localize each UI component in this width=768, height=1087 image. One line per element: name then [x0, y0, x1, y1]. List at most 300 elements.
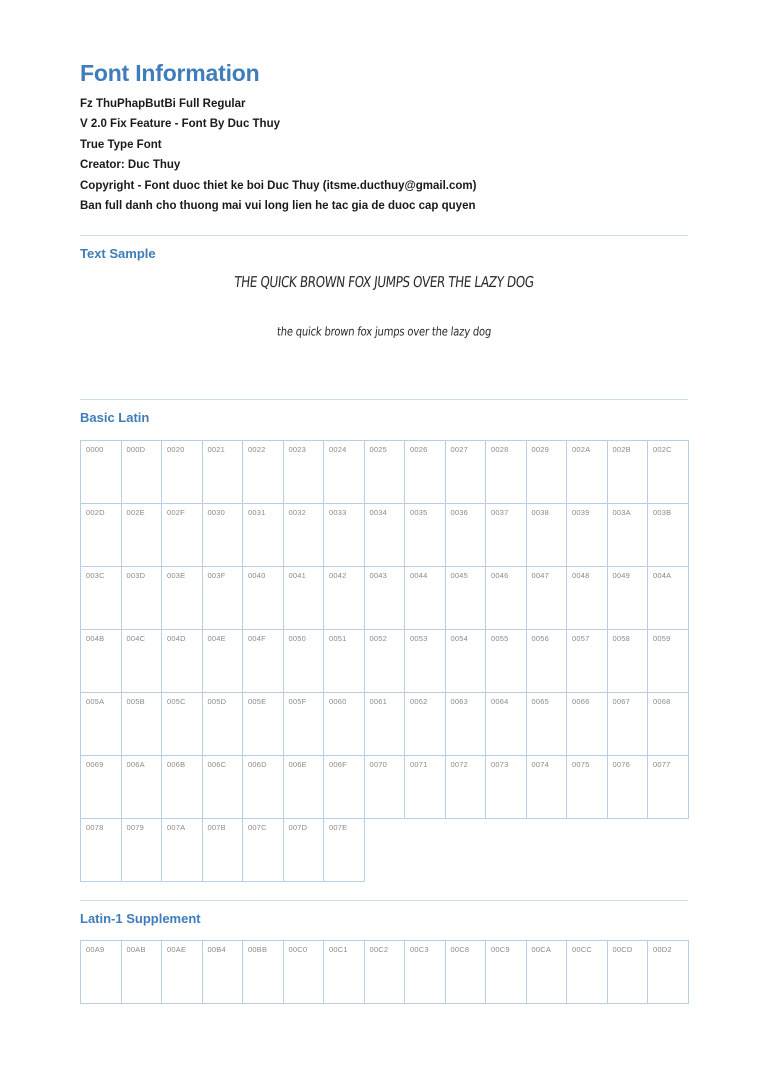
glyph-cell[interactable] — [121, 941, 162, 1004]
glyph-cell[interactable] — [648, 692, 689, 755]
font-version-line: V 2.0 Fix Feature - Font By Duc Thuy — [80, 118, 281, 131]
glyph-preview — [248, 653, 283, 673]
glyph-preview — [370, 779, 405, 799]
glyph-cell[interactable] — [445, 755, 486, 818]
glyph-preview — [86, 653, 121, 673]
glyph-cell[interactable] — [364, 941, 405, 1004]
glyph-cell[interactable] — [243, 566, 284, 629]
glyph-preview — [491, 653, 526, 673]
glyph-code-label: 0065 — [531, 696, 549, 706]
glyph-cell[interactable] — [81, 755, 122, 818]
glyph-cell[interactable] — [648, 629, 689, 692]
glyph-cell[interactable] — [202, 941, 243, 1004]
glyph-cell[interactable] — [526, 692, 567, 755]
glyph-cell[interactable] — [486, 755, 527, 818]
glyph-code-label: 0033 — [329, 507, 347, 517]
glyph-code-label: 0040 — [248, 570, 266, 580]
glyph-preview — [613, 965, 648, 985]
glyph-cell[interactable] — [567, 629, 608, 692]
glyph-preview — [370, 716, 405, 736]
glyph-code-label: 006C — [207, 759, 227, 769]
glyph-cell[interactable] — [445, 440, 486, 503]
glyph-cell[interactable] — [445, 503, 486, 566]
glyph-row — [81, 818, 689, 881]
glyph-preview — [329, 779, 364, 799]
glyph-code-label: 0050 — [288, 633, 306, 643]
glyph-code-label: 0075 — [572, 759, 590, 769]
glyph-preview — [653, 965, 688, 985]
glyph-preview — [248, 779, 283, 799]
glyph-cell[interactable] — [283, 440, 324, 503]
glyph-code-label: 0034 — [369, 507, 387, 517]
glyph-preview — [572, 779, 607, 799]
glyph-preview — [491, 590, 526, 610]
glyph-code-label: 00C2 — [369, 945, 389, 955]
glyph-cell[interactable] — [162, 692, 203, 755]
glyph-preview — [86, 527, 121, 547]
glyph-code-label: 0029 — [531, 444, 549, 454]
glyph-code-label: 0052 — [369, 633, 387, 643]
glyph-cell[interactable] — [243, 440, 284, 503]
glyph-cell[interactable] — [607, 941, 648, 1004]
glyph-cell[interactable] — [486, 440, 527, 503]
glyph-code-label: 005B — [126, 696, 145, 706]
glyph-code-label: 002F — [167, 507, 185, 517]
glyph-code-label: 0069 — [86, 759, 104, 769]
glyph-preview — [410, 464, 445, 484]
glyph-preview — [127, 464, 162, 484]
glyph-code-label: 006F — [329, 759, 347, 769]
latin1-supplement-table-body — [81, 941, 689, 1004]
glyph-cell[interactable] — [526, 566, 567, 629]
glyph-code-label: 0026 — [410, 444, 428, 454]
glyph-code-label: 0045 — [450, 570, 468, 580]
glyph-cell[interactable] — [162, 941, 203, 1004]
glyph-row — [81, 629, 689, 692]
font-information-block — [80, 0, 688, 217]
glyph-cell[interactable] — [567, 755, 608, 818]
glyph-preview — [329, 716, 364, 736]
glyph-preview — [127, 590, 162, 610]
glyph-cell[interactable] — [526, 440, 567, 503]
glyph-preview — [572, 464, 607, 484]
glyph-preview — [532, 464, 567, 484]
glyph-cell[interactable] — [243, 755, 284, 818]
glyph-cell[interactable] — [445, 566, 486, 629]
glyph-cell[interactable] — [607, 629, 648, 692]
glyph-preview — [613, 590, 648, 610]
glyph-cell[interactable] — [405, 692, 446, 755]
glyph-cell[interactable] — [445, 629, 486, 692]
glyph-code-label: 0066 — [572, 696, 590, 706]
glyph-cell[interactable] — [243, 818, 284, 881]
glyph-code-label: 0039 — [572, 507, 590, 517]
glyph-cell[interactable] — [162, 629, 203, 692]
glyph-code-label: 0057 — [572, 633, 590, 643]
basic-latin-table-body — [81, 440, 689, 881]
glyph-cell[interactable] — [405, 941, 446, 1004]
glyph-cell[interactable] — [81, 503, 122, 566]
glyph-preview — [127, 716, 162, 736]
glyph-cell[interactable] — [607, 692, 648, 755]
glyph-preview — [370, 965, 405, 985]
glyph-code-label: 0076 — [612, 759, 630, 769]
uppercase-sample-text: THE QUICK BROWN FOX JUMPS OVER THE LAZY DOG — [233, 273, 535, 291]
text-sample-section — [80, 235, 688, 382]
glyph-code-label: 00C1 — [329, 945, 348, 955]
glyph-cell[interactable] — [526, 503, 567, 566]
glyph-cell[interactable] — [283, 566, 324, 629]
glyph-preview — [248, 464, 283, 484]
glyph-cell[interactable] — [121, 440, 162, 503]
section-divider — [80, 900, 688, 901]
glyph-preview — [410, 716, 445, 736]
glyph-code-label: 0037 — [491, 507, 509, 517]
glyph-cell[interactable] — [445, 692, 486, 755]
glyph-code-label: 003C — [86, 570, 105, 580]
glyph-preview — [86, 842, 121, 862]
glyph-cell[interactable] — [324, 440, 365, 503]
glyph-preview — [167, 527, 202, 547]
glyph-cell[interactable] — [121, 629, 162, 692]
glyph-preview — [167, 590, 202, 610]
glyph-preview — [248, 842, 283, 862]
glyph-preview — [410, 590, 445, 610]
glyph-cell[interactable] — [324, 692, 365, 755]
glyph-preview — [289, 716, 324, 736]
glyph-preview — [532, 779, 567, 799]
glyph-preview — [653, 653, 688, 673]
glyph-code-label: 004A — [653, 570, 672, 580]
glyph-preview — [451, 965, 486, 985]
glyph-cell[interactable] — [324, 941, 365, 1004]
glyph-code-label: 0078 — [86, 822, 104, 832]
glyph-code-label: 00A9 — [86, 945, 105, 955]
glyph-cell[interactable] — [648, 755, 689, 818]
glyph-code-label: 005D — [207, 696, 227, 706]
glyph-code-label: 0044 — [410, 570, 428, 580]
glyph-code-label: 00AB — [126, 945, 146, 955]
glyph-code-label: 007D — [288, 822, 308, 832]
glyph-preview — [410, 965, 445, 985]
glyph-preview — [208, 590, 243, 610]
glyph-cell[interactable] — [364, 440, 405, 503]
glyph-cell[interactable] — [162, 755, 203, 818]
glyph-cell[interactable] — [648, 440, 689, 503]
glyph-preview — [370, 527, 405, 547]
glyph-cell[interactable] — [162, 818, 203, 881]
glyph-preview — [410, 527, 445, 547]
glyph-preview — [653, 779, 688, 799]
glyph-preview — [572, 653, 607, 673]
glyph-code-label: 0027 — [450, 444, 468, 454]
glyph-cell[interactable] — [607, 755, 648, 818]
glyph-code-label: 0043 — [369, 570, 387, 580]
glyph-cell[interactable] — [324, 566, 365, 629]
glyph-cell[interactable] — [486, 692, 527, 755]
glyph-preview — [86, 464, 121, 484]
glyph-code-label: 004D — [167, 633, 186, 643]
glyph-cell[interactable] — [121, 692, 162, 755]
glyph-cell[interactable] — [324, 629, 365, 692]
glyph-preview — [127, 842, 162, 862]
glyph-code-label: 0063 — [450, 696, 468, 706]
text-sample-area — [80, 275, 688, 381]
glyph-code-label: 00D2 — [653, 945, 672, 955]
glyph-cell[interactable] — [202, 629, 243, 692]
glyph-preview — [613, 716, 648, 736]
glyph-code-label: 00CC — [572, 945, 592, 955]
glyph-cell[interactable] — [324, 755, 365, 818]
glyph-code-label: 002D — [86, 507, 105, 517]
glyph-cell[interactable] — [283, 755, 324, 818]
glyph-code-label: 0036 — [450, 507, 468, 517]
glyph-cell[interactable] — [202, 566, 243, 629]
glyph-code-label: 0032 — [288, 507, 306, 517]
glyph-preview — [491, 527, 526, 547]
glyph-preview — [370, 464, 405, 484]
glyph-code-label: 0022 — [248, 444, 266, 454]
glyph-preview — [289, 464, 324, 484]
glyph-cell[interactable] — [202, 818, 243, 881]
glyph-cell[interactable] — [283, 503, 324, 566]
glyph-code-label: 0058 — [612, 633, 630, 643]
glyph-preview — [329, 590, 364, 610]
glyph-cell[interactable] — [81, 692, 122, 755]
glyph-cell[interactable] — [324, 503, 365, 566]
glyph-code-label: 0025 — [369, 444, 387, 454]
glyph-code-label: 0070 — [369, 759, 387, 769]
glyph-code-label: 002A — [572, 444, 591, 454]
glyph-cell[interactable] — [364, 629, 405, 692]
glyph-cell[interactable] — [607, 440, 648, 503]
basic-latin-glyph-table — [80, 440, 689, 882]
glyph-code-label: 0060 — [329, 696, 347, 706]
glyph-code-label: 0035 — [410, 507, 428, 517]
glyph-preview — [208, 842, 243, 862]
glyph-preview — [572, 965, 607, 985]
glyph-code-label: 006A — [126, 759, 145, 769]
glyph-code-label: 0048 — [572, 570, 590, 580]
glyph-cell[interactable] — [202, 440, 243, 503]
glyph-cell[interactable] — [405, 503, 446, 566]
glyph-cell[interactable] — [405, 440, 446, 503]
basic-latin-heading: Basic Latin — [80, 410, 150, 426]
glyph-code-label: 00CD — [612, 945, 633, 955]
font-type-line: True Type Font — [80, 138, 162, 151]
glyph-preview — [532, 965, 567, 985]
latin1-supplement-glyph-table — [80, 940, 689, 1004]
glyph-cell[interactable] — [405, 629, 446, 692]
glyph-cell[interactable] — [81, 818, 122, 881]
glyph-code-label: 004E — [207, 633, 226, 643]
glyph-cell[interactable] — [243, 629, 284, 692]
glyph-cell[interactable] — [283, 692, 324, 755]
glyph-cell[interactable] — [405, 566, 446, 629]
glyph-cell[interactable] — [121, 818, 162, 881]
glyph-cell[interactable] — [121, 566, 162, 629]
glyph-preview — [653, 464, 688, 484]
glyph-cell[interactable] — [202, 692, 243, 755]
glyph-preview — [86, 716, 121, 736]
lowercase-sample-text: the quick brown fox jumps over the lazy dog — [276, 326, 492, 340]
glyph-cell[interactable] — [648, 503, 689, 566]
glyph-preview — [86, 590, 121, 610]
glyph-preview — [613, 653, 648, 673]
font-name-line: Fz ThuPhapButBi Full Regular — [80, 97, 246, 110]
glyph-cell[interactable] — [526, 629, 567, 692]
glyph-code-label: 0049 — [612, 570, 630, 580]
glyph-cell[interactable] — [283, 629, 324, 692]
latin1-supplement-heading: Latin-1 Supplement — [80, 910, 201, 926]
glyph-cell[interactable] — [567, 440, 608, 503]
glyph-code-label: 000D — [126, 444, 146, 454]
glyph-preview — [167, 653, 202, 673]
text-sample-heading: Text Sample — [80, 245, 156, 261]
glyph-code-label: 006D — [248, 759, 267, 769]
font-license-line: Ban full danh cho thuong mai vui long lien he tac gia de duoc cap quyen — [80, 200, 476, 213]
glyph-cell[interactable] — [162, 503, 203, 566]
glyph-code-label: 006E — [288, 759, 307, 769]
glyph-cell[interactable] — [162, 566, 203, 629]
glyph-code-label: 0067 — [612, 696, 630, 706]
glyph-code-label: 004C — [126, 633, 146, 643]
glyph-code-label: 005E — [248, 696, 267, 706]
glyph-preview — [491, 779, 526, 799]
glyph-preview — [248, 527, 283, 547]
glyph-cell[interactable] — [162, 440, 203, 503]
glyph-cell[interactable] — [486, 503, 527, 566]
glyph-preview — [167, 464, 202, 484]
glyph-preview — [248, 590, 283, 610]
glyph-preview — [289, 842, 324, 862]
glyph-code-label: 0000 — [86, 444, 104, 454]
glyph-code-label: 0038 — [531, 507, 549, 517]
glyph-cell[interactable] — [81, 566, 122, 629]
glyph-code-label: 003E — [167, 570, 186, 580]
glyph-preview — [167, 965, 202, 985]
glyph-cell[interactable] — [202, 755, 243, 818]
glyph-cell[interactable] — [607, 566, 648, 629]
glyph-preview — [532, 653, 567, 673]
glyph-row — [81, 941, 689, 1004]
glyph-row — [81, 566, 689, 629]
glyph-cell[interactable] — [526, 941, 567, 1004]
glyph-preview — [167, 842, 202, 862]
glyph-row — [81, 755, 689, 818]
glyph-cell[interactable] — [283, 818, 324, 881]
glyph-preview — [653, 527, 688, 547]
glyph-cell[interactable] — [81, 941, 122, 1004]
glyph-cell[interactable] — [243, 692, 284, 755]
glyph-preview — [572, 716, 607, 736]
glyph-cell[interactable] — [486, 941, 527, 1004]
glyph-code-label: 00C8 — [450, 945, 470, 955]
glyph-code-label: 002C — [653, 444, 672, 454]
glyph-cell[interactable] — [607, 503, 648, 566]
glyph-cell[interactable] — [567, 692, 608, 755]
glyph-preview — [329, 527, 364, 547]
glyph-code-label: 0064 — [491, 696, 509, 706]
glyph-cell[interactable] — [405, 755, 446, 818]
glyph-cell[interactable] — [567, 503, 608, 566]
glyph-cell[interactable] — [364, 755, 405, 818]
glyph-preview — [329, 842, 364, 862]
glyph-preview — [451, 653, 486, 673]
glyph-code-label: 005F — [288, 696, 307, 706]
glyph-preview — [410, 653, 445, 673]
glyph-code-label: 004F — [248, 633, 266, 643]
glyph-preview — [289, 653, 324, 673]
glyph-code-label: 00B4 — [207, 945, 226, 955]
glyph-cell[interactable] — [364, 566, 405, 629]
glyph-code-label: 007E — [329, 822, 348, 832]
glyph-preview — [491, 965, 526, 985]
glyph-preview — [208, 464, 243, 484]
glyph-code-label: 0046 — [491, 570, 509, 580]
glyph-code-label: 00C3 — [410, 945, 429, 955]
glyph-preview — [289, 965, 324, 985]
glyph-preview — [491, 464, 526, 484]
glyph-preview — [451, 779, 486, 799]
glyph-cell[interactable] — [364, 503, 405, 566]
glyph-code-label: 00CA — [531, 945, 552, 955]
glyph-preview — [167, 779, 202, 799]
glyph-code-label: 002E — [126, 507, 145, 517]
glyph-code-label: 00BB — [248, 945, 268, 955]
glyph-preview — [451, 716, 486, 736]
glyph-preview — [329, 653, 364, 673]
glyph-cell[interactable] — [648, 566, 689, 629]
glyph-preview — [167, 716, 202, 736]
glyph-cell[interactable] — [567, 566, 608, 629]
glyph-code-label: 006B — [167, 759, 186, 769]
glyph-code-label: 0079 — [126, 822, 144, 832]
glyph-code-label: 0062 — [410, 696, 428, 706]
glyph-preview — [491, 716, 526, 736]
glyph-cell[interactable] — [121, 503, 162, 566]
glyph-preview — [451, 527, 486, 547]
glyph-code-label: 0021 — [207, 444, 225, 454]
glyph-cell[interactable] — [243, 503, 284, 566]
glyph-cell[interactable] — [81, 629, 122, 692]
glyph-cell[interactable] — [567, 941, 608, 1004]
glyph-cell[interactable] — [445, 941, 486, 1004]
font-copyright-line: Copyright - Font duoc thiet ke boi Duc Thuy (itsme.ducthuy@gmail.com) — [80, 179, 477, 192]
glyph-cell[interactable] — [364, 692, 405, 755]
glyph-cell[interactable] — [81, 440, 122, 503]
glyph-code-label: 0028 — [491, 444, 509, 454]
glyph-code-label: 0061 — [369, 696, 387, 706]
glyph-code-label: 003B — [653, 507, 672, 517]
glyph-cell[interactable] — [121, 755, 162, 818]
glyph-cell[interactable] — [648, 941, 689, 1004]
glyph-cell[interactable] — [202, 503, 243, 566]
glyph-cell[interactable] — [486, 566, 527, 629]
glyph-preview — [613, 779, 648, 799]
glyph-code-label: 003F — [207, 570, 226, 580]
glyph-preview — [572, 527, 607, 547]
glyph-preview — [127, 527, 162, 547]
glyph-cell[interactable] — [526, 755, 567, 818]
glyph-cell[interactable] — [283, 941, 324, 1004]
glyph-code-label: 004B — [86, 633, 105, 643]
glyph-cell[interactable] — [324, 818, 365, 881]
glyph-code-label: 0055 — [491, 633, 509, 643]
glyph-cell[interactable] — [486, 629, 527, 692]
glyph-cell[interactable] — [243, 941, 284, 1004]
glyph-code-label: 0020 — [167, 444, 185, 454]
